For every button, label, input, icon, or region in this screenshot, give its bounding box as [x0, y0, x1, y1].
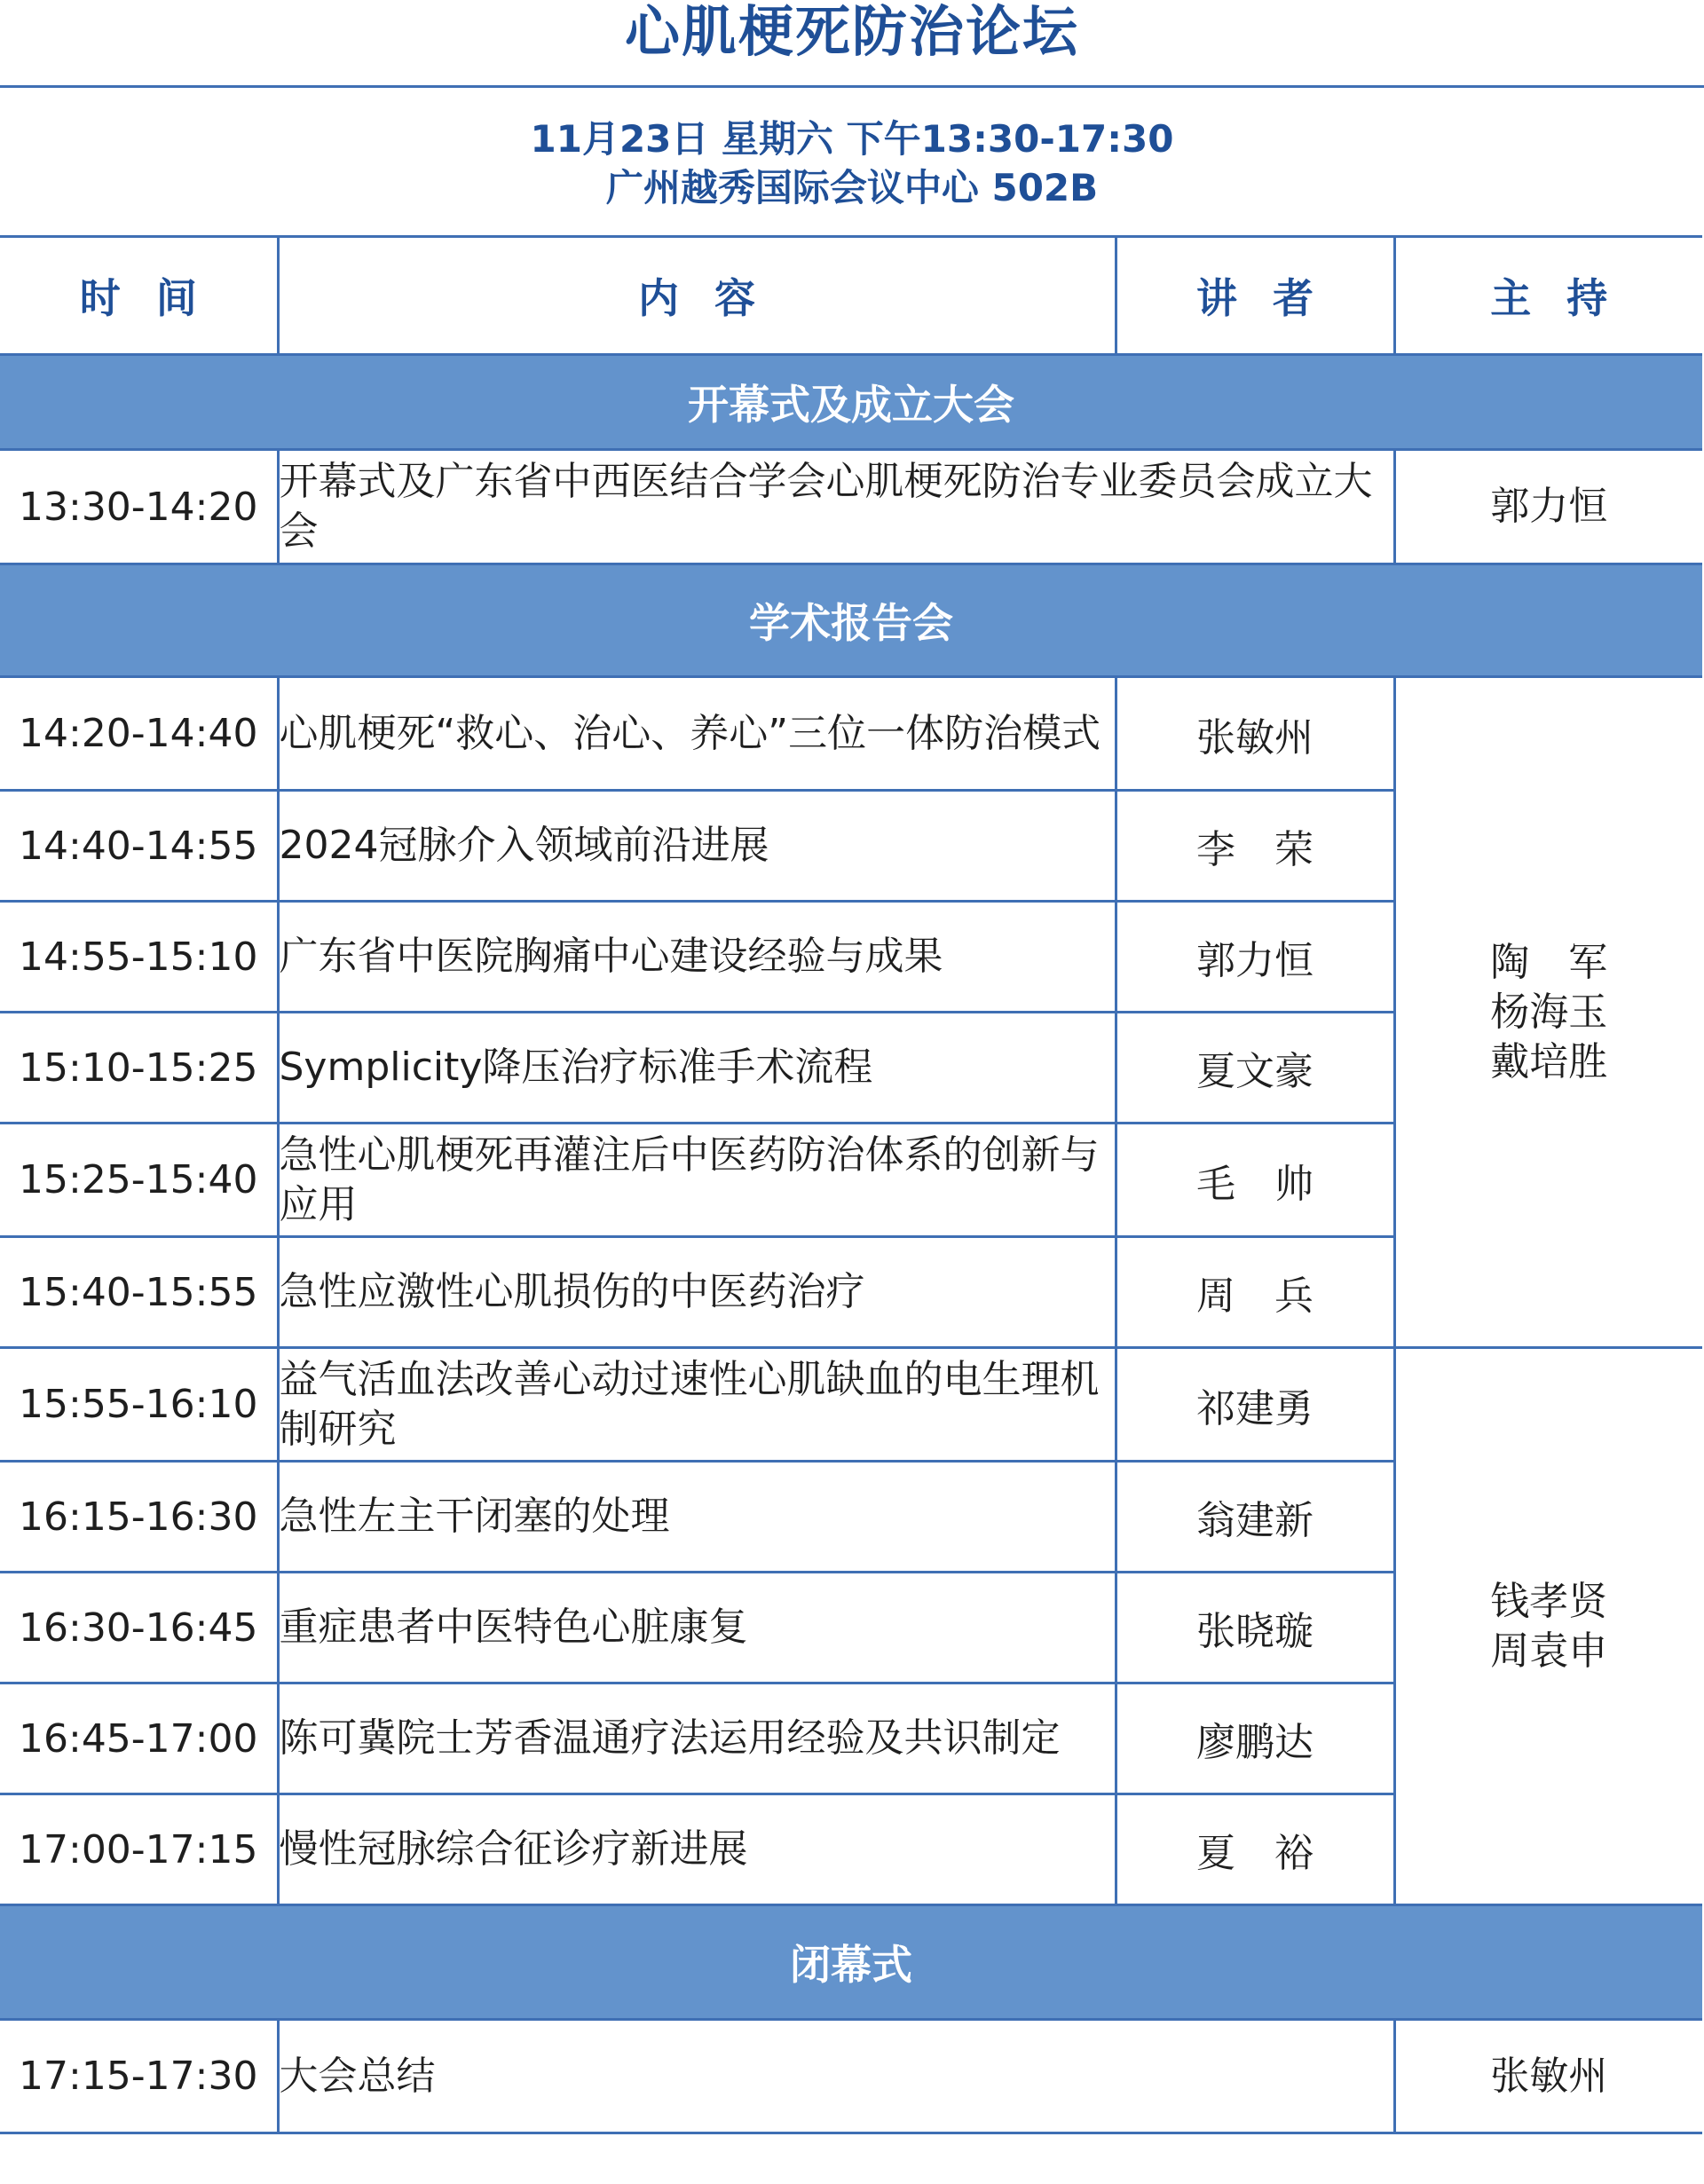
table-row	[0, 2020, 1702, 2133]
time-cell: 16:45-17:00	[0, 1683, 278, 1794]
content-cell: 大会总结	[278, 2020, 1394, 2133]
speaker-cell: 张敏州	[1116, 677, 1394, 791]
speaker-cell: 夏 裕	[1116, 1794, 1394, 1905]
header-time: 时间	[0, 237, 278, 355]
section-row-academic	[0, 564, 1702, 677]
speaker-cell: 李 荣	[1116, 791, 1394, 902]
content-cell: 急性心肌梗死再灌注后中医药防治体系的创新与应用	[278, 1124, 1116, 1237]
host-name: 杨海玉	[1490, 989, 1608, 1035]
content-cell: 重症患者中医特色心脏康复	[278, 1573, 1116, 1683]
content-cell: 慢性冠脉综合征诊疗新进展	[278, 1794, 1116, 1905]
time-cell: 16:15-16:30	[0, 1462, 278, 1573]
speaker-cell: 翁建新	[1116, 1462, 1394, 1573]
time-cell: 17:15-17:30	[0, 2020, 278, 2133]
content-cell: 心肌梗死“救心、治心、养心”三位一体防治模式	[278, 677, 1116, 791]
table-row	[0, 1348, 1702, 1462]
time-cell: 15:40-15:55	[0, 1237, 278, 1348]
time-cell: 14:55-15:10	[0, 902, 278, 1013]
host-name: 周袁申	[1490, 1628, 1608, 1674]
content-cell: 2024冠脉介入领域前沿进展	[278, 791, 1116, 902]
host-name: 钱孝贤	[1490, 1578, 1608, 1624]
header-content: 内容	[278, 237, 1116, 355]
section-row-opening	[0, 355, 1702, 450]
content-cell: 广东省中医院胸痛中心建设经验与成果	[278, 902, 1116, 1013]
speaker-cell: 周 兵	[1116, 1237, 1394, 1348]
host-cell-group-2	[1394, 1348, 1702, 1905]
table-row	[0, 450, 1702, 564]
host-name: 戴培胜	[1490, 1038, 1608, 1084]
speaker-cell: 张晓璇	[1116, 1573, 1394, 1683]
date-line: 11月23日 星期六 下午13:30-17:30	[530, 117, 1174, 161]
time-cell: 14:20-14:40	[0, 677, 278, 791]
time-cell: 15:10-15:25	[0, 1013, 278, 1124]
venue-line: 广州越秀国际会议中心 502B	[605, 166, 1099, 209]
speaker-cell: 廖鹏达	[1116, 1683, 1394, 1794]
host-cell: 张敏州	[1394, 2020, 1702, 2133]
header-host: 主持	[1394, 237, 1702, 355]
speaker-cell: 夏文豪	[1116, 1013, 1394, 1124]
time-cell: 14:40-14:55	[0, 791, 278, 902]
content-cell: 益气活血法改善心动过速性心肌缺血的电生理机制研究	[278, 1348, 1116, 1462]
section-row-closing	[0, 1905, 1702, 2020]
content-cell: 开幕式及广东省中西医结合学会心肌梗死防治专业委员会成立大会	[278, 450, 1394, 564]
time-cell: 15:55-16:10	[0, 1348, 278, 1462]
host-cell-group-1	[1394, 677, 1702, 1348]
header-speaker: 讲者	[1116, 237, 1394, 355]
header-row	[0, 237, 1702, 355]
section-title-closing: 闭幕式	[0, 1905, 1702, 2020]
content-cell: 急性应激性心肌损伤的中医药治疗	[278, 1237, 1116, 1348]
content-cell: 陈可冀院士芳香温通疗法运用经验及共识制定	[278, 1683, 1116, 1794]
time-cell: 17:00-17:15	[0, 1794, 278, 1905]
host-cell: 郭力恒	[1394, 450, 1702, 564]
host-name: 陶 军	[1490, 939, 1608, 985]
schedule-table	[0, 235, 1702, 2134]
speaker-cell: 毛 帅	[1116, 1124, 1394, 1237]
title-divider	[0, 85, 1704, 88]
table-row	[0, 677, 1702, 791]
page-title: 心肌梗死防治论坛	[624, 0, 1079, 64]
time-cell: 16:30-16:45	[0, 1573, 278, 1683]
section-title-academic: 学术报告会	[0, 564, 1702, 677]
content-cell: Symplicity降压治疗标准手术流程	[278, 1013, 1116, 1124]
content-cell: 急性左主干闭塞的处理	[278, 1462, 1116, 1573]
section-title-opening: 开幕式及成立大会	[0, 355, 1702, 450]
speaker-cell: 祁建勇	[1116, 1348, 1394, 1462]
time-cell: 13:30-14:20	[0, 450, 278, 564]
time-cell: 15:25-15:40	[0, 1124, 278, 1237]
speaker-cell: 郭力恒	[1116, 902, 1394, 1013]
